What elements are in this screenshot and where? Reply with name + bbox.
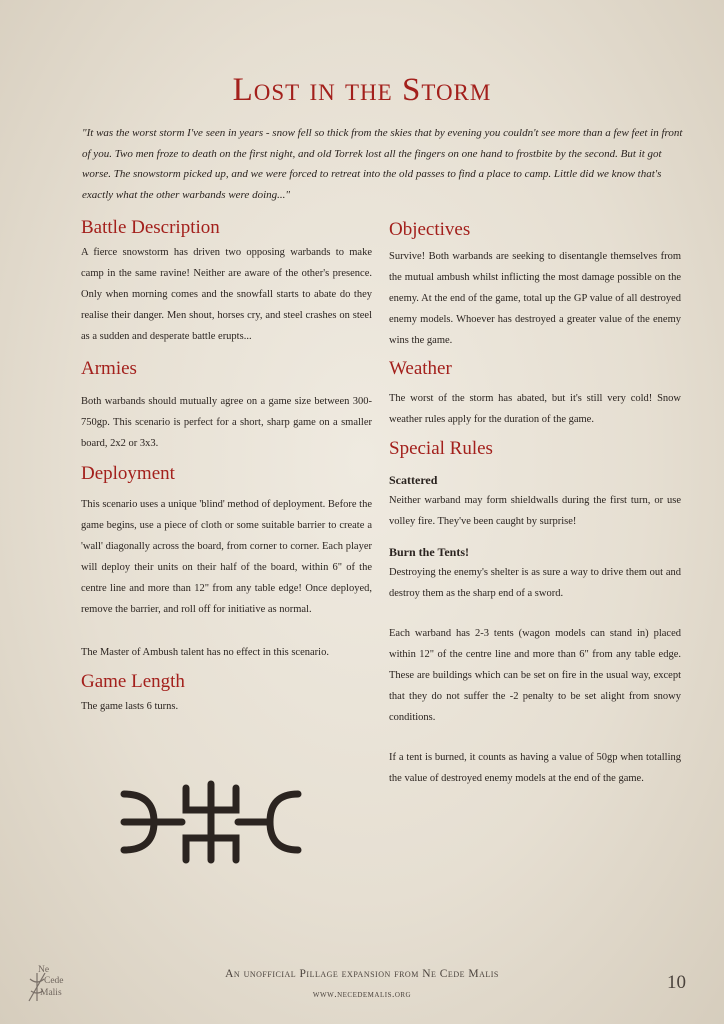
armies-text: Both warbands should mutually agree on a game size between 300-750gp. This scenario is perfect for a short, sharp game on a smaller board, 2x2 or 3x3. xyxy=(81,396,372,449)
objectives-text: Survive! Both warbands are seeking to disentangle themselves from the mutual ambush whilst inflicting the most damage possible on the enemy. At the end of the game, total up the GP value of all destroyed enemy models. Whoever has destroyed a greater value of the enemy wins the game. xyxy=(389,251,681,346)
rune-ornament-icon xyxy=(120,780,305,870)
page-number: 10 xyxy=(667,972,686,993)
battle-description-text: A fierce snowstorm has driven two opposing warbands to make camp in the same ravine! Neither are aware of the other's presence. Only when morning comes and the snowfall starts to abate do they realise their danger. Men shout, horses cry, and steel crashes on steel as a sudden and desperate battle erupts... xyxy=(81,247,372,342)
burn-the-tents-text-2: Each warband has 2-3 tents (wagon models can stand in) placed within 12" of the centre line and more than 6" from any table edge. These are buildings which can be set on fire in the usual way, except that they do not suffer the -2 penalty to be set alight from snowy conditions. xyxy=(389,628,681,723)
armies-heading: Armies xyxy=(81,358,137,379)
battle-description-heading: Battle Description xyxy=(81,217,220,238)
scattered-text: Neither warband may form shieldwalls during the first turn, or use volley fire. They've been caught by surprise! xyxy=(389,495,681,527)
logo-text-malis: Malis xyxy=(40,988,62,998)
burn-the-tents-text-3: If a tent is burned, it counts as having a value of 50gp when totalling the value of destroyed enemy models at the end of the game. xyxy=(389,752,681,784)
deployment-note: The Master of Ambush talent has no effect in this scenario. xyxy=(81,647,329,658)
right-column xyxy=(389,214,681,789)
burn-the-tents-text-1: Destroying the enemy's shelter is as sure a way to drive them out and destroy them as the sharp end of a sword. xyxy=(389,567,681,599)
scattered-heading: Scattered xyxy=(389,473,438,487)
footer-url[interactable]: www.necedemalis.org xyxy=(312,990,412,1000)
intro-quote: "It was the worst storm I've seen in years - snow fell so thick from the skies that by evening you couldn't see more than a few feet in front of you. Two men froze to death on the first night, and old Torrek lost all the fingers on one hand to frostbite by the second. But it got worse. The snowstorm picked up, and we were forced to retreat into the old passes to find a place to camp. Little did we know that's exactly what the other warbands were doing..." xyxy=(82,127,683,201)
left-column xyxy=(81,214,372,717)
weather-text: The worst of the storm has abated, but it's still very cold! Snow weather rules apply for the duration of the game. xyxy=(389,393,681,425)
game-length-text: The game lasts 6 turns. xyxy=(81,701,179,712)
deployment-text: This scenario uses a unique 'blind' method of deployment. Before the game begins, use a piece of cloth or some suitable barrier to create a 'wall' diagonally across the board, from corner to corner. Each player will deploy their units on their half of the board, within 6" of the centre line and more than 12" from any table edge! Once deployed, remove the barrier, and roll off for initiative as normal. xyxy=(81,499,372,615)
special-rules-heading: Special Rules xyxy=(389,438,493,459)
objectives-heading: Objectives xyxy=(389,219,471,240)
deployment-heading: Deployment xyxy=(81,463,175,484)
weather-heading: Weather xyxy=(389,358,452,379)
footer-title: An unofficial Pillage expansion from Ne Cede Malis xyxy=(225,968,499,980)
page-title: Lost in the Storm xyxy=(232,72,492,108)
burn-the-tents-heading: Burn the Tents! xyxy=(389,545,470,559)
logo-text-ne: Ne xyxy=(38,965,50,975)
logo-text-cede: Cede xyxy=(44,976,64,986)
game-length-heading: Game Length xyxy=(81,671,185,692)
